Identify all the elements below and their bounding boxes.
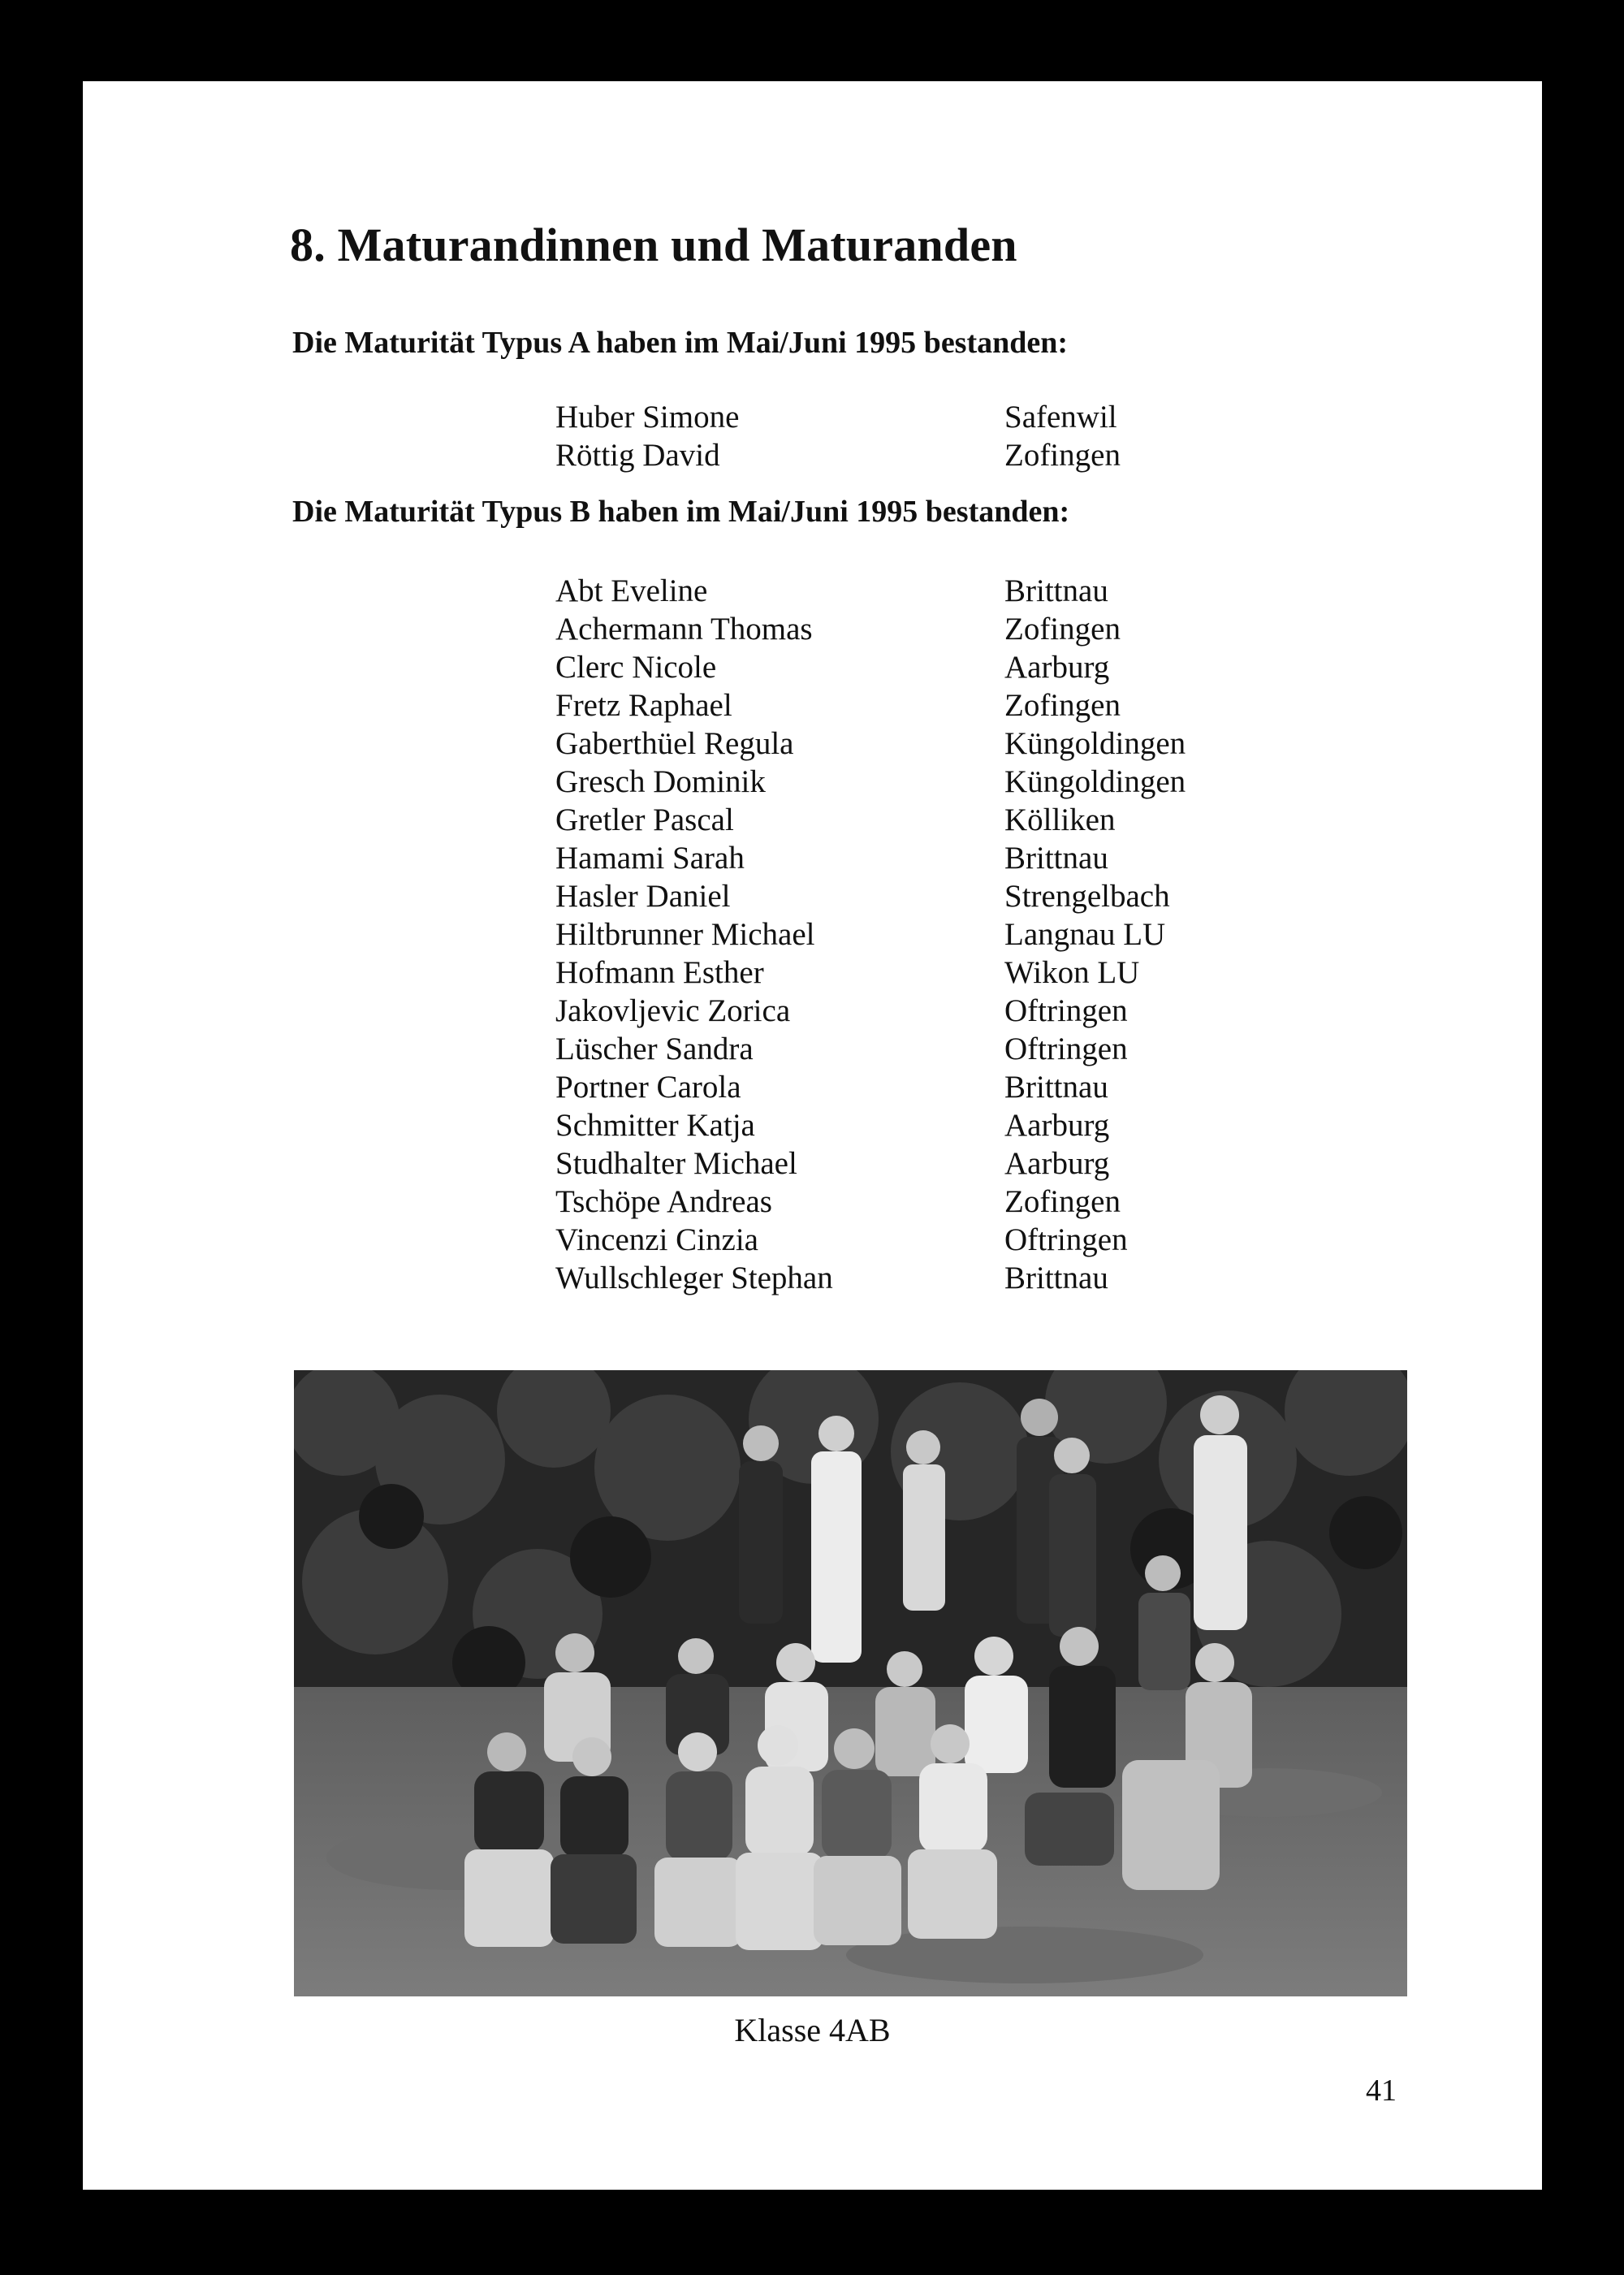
student-town: Aarburg [1004, 650, 1110, 685]
photo-caption: Klasse 4AB [734, 2012, 891, 2048]
list-item [555, 610, 1286, 648]
student-name: Tschöpe Andreas [555, 1184, 772, 1219]
list-item [555, 724, 1286, 763]
list-item [555, 915, 1286, 954]
list-item [555, 992, 1286, 1030]
list-item [555, 1030, 1286, 1068]
student-name: Clerc Nicole [555, 650, 717, 685]
list-item [555, 686, 1286, 724]
class-photo-illustration [294, 1370, 1407, 1996]
student-town: Kölliken [1004, 802, 1116, 837]
student-town: Langnau LU [1004, 917, 1166, 952]
student-town: Zofingen [1004, 438, 1121, 473]
section-a-list [555, 398, 1286, 474]
student-town: Safenwil [1004, 400, 1117, 435]
list-item [555, 1221, 1286, 1259]
student-name: Hamami Sarah [555, 841, 745, 876]
student-town: Brittnau [1004, 1261, 1108, 1295]
student-town: Oftringen [1004, 1032, 1128, 1066]
list-item [555, 648, 1286, 686]
student-town: Zofingen [1004, 688, 1121, 723]
student-name: Schmitter Katja [555, 1108, 755, 1143]
list-item [555, 1106, 1286, 1144]
student-name: Röttig David [555, 438, 720, 473]
student-name: Gresch Dominik [555, 764, 766, 799]
student-town: Oftringen [1004, 993, 1128, 1028]
student-town: Küngoldingen [1004, 726, 1186, 761]
student-town: Brittnau [1004, 1070, 1108, 1105]
list-item [555, 436, 1286, 474]
section-b-list [555, 572, 1286, 1297]
student-town: Zofingen [1004, 612, 1121, 647]
student-town: Küngoldingen [1004, 764, 1186, 799]
student-town: Zofingen [1004, 1184, 1121, 1219]
list-item [555, 1183, 1286, 1221]
student-name: Achermann Thomas [555, 612, 813, 647]
student-name: Portner Carola [555, 1070, 741, 1105]
section-a-heading: Die Maturität Typus A haben im Mai/Juni 1995 bestanden: [292, 326, 1069, 360]
document-page [83, 81, 1542, 2190]
list-item [555, 763, 1286, 801]
section-b-heading: Die Maturität Typus B haben im Mai/Juni 1995 bestanden: [292, 495, 1070, 529]
student-town: Strengelbach [1004, 879, 1170, 914]
student-town: Brittnau [1004, 573, 1108, 608]
page-title: 8. Maturandinnen und Maturanden [290, 218, 1017, 271]
student-name: Hiltbrunner Michael [555, 917, 815, 952]
list-item [555, 877, 1286, 915]
student-name: Huber Simone [555, 400, 740, 435]
list-item [555, 572, 1286, 610]
student-name: Vincenzi Cinzia [555, 1222, 758, 1257]
student-name: Lüscher Sandra [555, 1032, 754, 1066]
student-town: Brittnau [1004, 841, 1108, 876]
list-item [555, 801, 1286, 839]
student-name: Abt Eveline [555, 573, 708, 608]
page-number: 41 [1366, 2074, 1397, 2108]
list-item [555, 954, 1286, 992]
student-name: Fretz Raphael [555, 688, 732, 723]
list-item [555, 1068, 1286, 1106]
list-item [555, 398, 1286, 436]
list-item [555, 1144, 1286, 1183]
student-name: Hasler Daniel [555, 879, 731, 914]
student-town: Wikon LU [1004, 955, 1140, 990]
student-town: Aarburg [1004, 1108, 1110, 1143]
student-name: Gaberthüel Regula [555, 726, 794, 761]
student-name: Studhalter Michael [555, 1146, 797, 1181]
student-name: Jakovljevic Zorica [555, 993, 791, 1028]
student-town: Oftringen [1004, 1222, 1128, 1257]
list-item [555, 1259, 1286, 1297]
list-item [555, 839, 1286, 877]
class-photo [294, 1370, 1407, 1996]
student-town: Aarburg [1004, 1146, 1110, 1181]
student-name: Hofmann Esther [555, 955, 764, 990]
student-name: Gretler Pascal [555, 802, 734, 837]
student-name: Wullschleger Stephan [555, 1261, 833, 1295]
